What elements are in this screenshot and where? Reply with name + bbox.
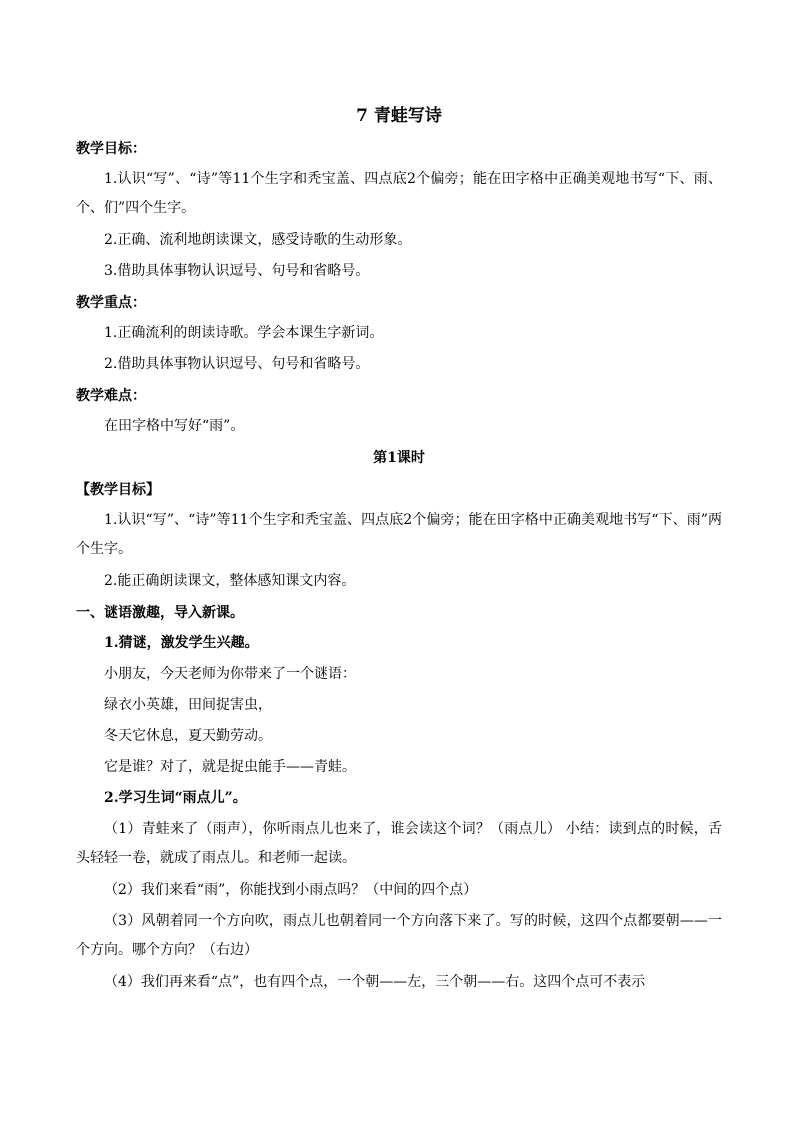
subsection-heading: 1.猜谜，激发学生兴趣。 <box>104 635 259 651</box>
riddle-line: 小朋友，今天老师为你带来了一个谜语： <box>104 666 356 682</box>
section-heading: 一、谜语激趣，导入新课。 <box>76 605 244 621</box>
goals-heading: 教学目标： <box>76 141 146 157</box>
goal-item: 3.借助具体事物认识逗号、句号和省略号。 <box>104 263 370 279</box>
subsection-heading: 2.学习生词“雨点儿”。 <box>104 790 247 806</box>
lesson-goal-item: 2.能正确朗读课文，整体感知课文内容。 <box>104 573 356 589</box>
riddle-line: 冬天它休息，夏天勤劳动。 <box>104 728 272 744</box>
goal-item: 1.认识“写”、“诗”等11个生字和秃宝盖、四点底2个偏旁；能在田字格中正确美观地书写“下、雨、个、们”四个生字。 <box>76 171 722 216</box>
step-item: （2）我们来看“雨”，你能找到小雨点吗？（中间的四个点） <box>104 882 478 898</box>
lesson-goal-item: 1.认识“写”、“诗”等11个生字和秃宝盖、四点底2个偏旁；能在田字格中正确美观地书写“下、雨”两个生字。 <box>76 512 722 557</box>
step-item: （1）青蛙来了（雨声），你听雨点儿也来了，谁会读这个词？（雨点儿） 小结：读到点的时候，舌头轻轻一卷，就成了雨点儿。和老师一起读。 <box>76 821 722 866</box>
page-title: 7 青蛙写诗 <box>356 106 442 126</box>
document-body <box>76 103 722 999</box>
keypoints-heading: 教学重点： <box>76 295 146 311</box>
riddle-line: 绿衣小英雄，田间捉害虫， <box>104 697 272 713</box>
keypoint-item: 1.正确流利的朗读诗歌。学会本课生字新词。 <box>104 325 384 341</box>
difficulty-heading: 教学难点： <box>76 388 146 404</box>
goal-item: 2.正确、流利地朗读课文，感受诗歌的生动形象。 <box>104 232 412 248</box>
step-item: （3）风朝着同一个方向吹，雨点儿也朝着同一个方向落下来了。写的时候，这四个点都要朝——一个方向。哪个方向？（右边） <box>76 913 722 958</box>
keypoint-item: 2.借助具体事物认识逗号、句号和省略号。 <box>104 356 370 372</box>
difficulty-text: 在田字格中写好“雨”。 <box>104 418 245 434</box>
lesson-goals-heading: 【教学目标】 <box>76 482 160 498</box>
lesson-heading: 第1课时 <box>373 450 425 466</box>
riddle-line: 它是谁？对了，就是捉虫能手——青蛙。 <box>104 759 356 775</box>
step-item: （4）我们再来看“点”，也有四个点，一个朝——左，三个朝——右。这四个点可不表示 <box>104 974 646 990</box>
